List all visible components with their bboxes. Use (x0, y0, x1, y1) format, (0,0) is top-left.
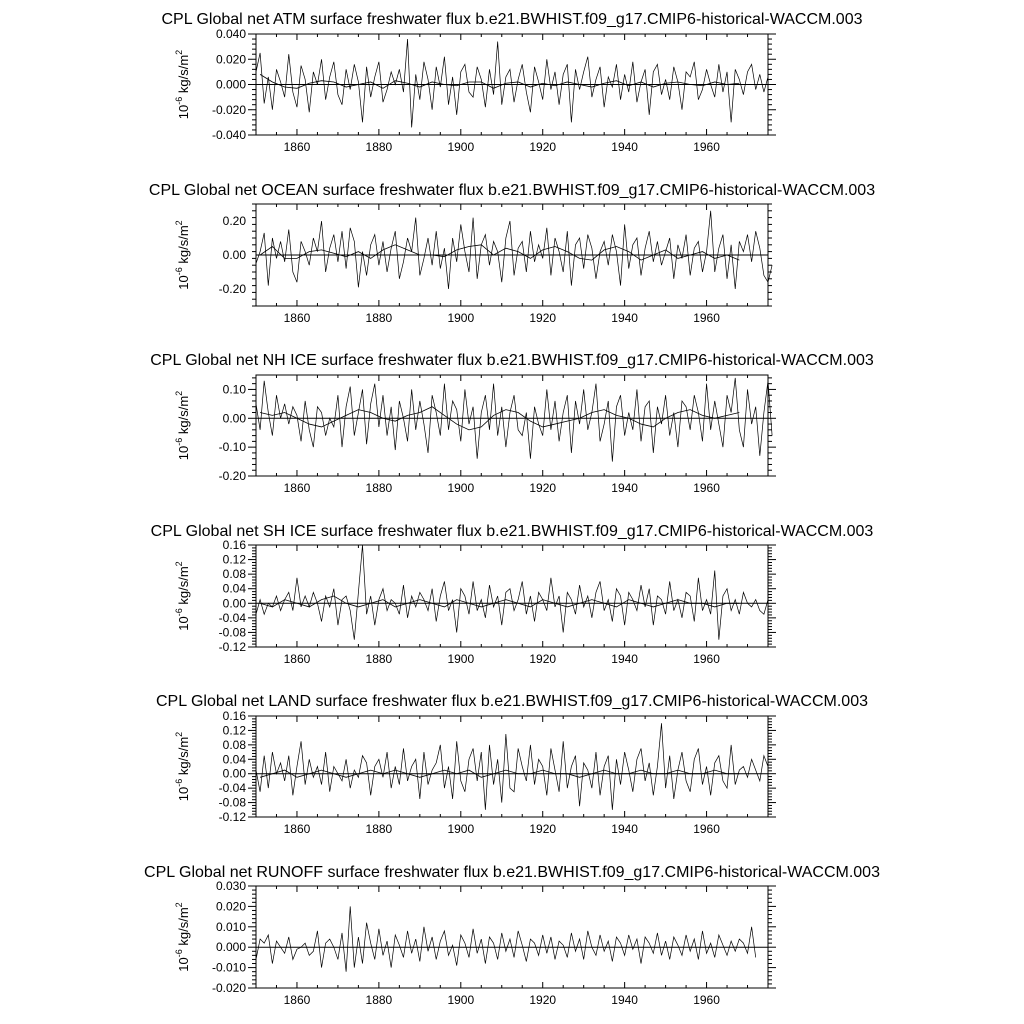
x-tick-label: 1940 (611, 481, 638, 495)
y-tick-label: -0.20 (218, 282, 246, 296)
panel-runoff (144, 864, 880, 1007)
y-tick-label: 0.020 (215, 899, 246, 914)
y-tick-label: 0.020 (215, 52, 246, 67)
panel-nh-ice (150, 352, 874, 495)
y-axis-label: $10^{-6}$ $kg/s/m^2$ (174, 49, 191, 120)
x-tick-label: 1880 (365, 652, 393, 666)
plot-frame (256, 886, 768, 988)
y-tick-label: -0.10 (218, 440, 246, 455)
x-tick-label: 1920 (529, 652, 557, 666)
x-tick-label: 1960 (693, 311, 720, 325)
y-axis-label: $10^{-6}$ $kg/s/m^2$ (174, 561, 191, 631)
panel-atm (161, 11, 862, 154)
y-tick-label: -0.12 (218, 640, 246, 654)
panel-title: CPL Global net RUNOFF surface freshwater flux b.e21.BWHIST.f09_g17.CMIP6-historical-WACCM.003 (144, 864, 880, 881)
y-tick-label: -0.20 (218, 469, 246, 483)
x-tick-label: 1860 (283, 822, 311, 836)
x-tick-label: 1880 (365, 822, 393, 836)
y-tick-label: 0.16 (222, 538, 246, 552)
y-tick-label: 0.20 (222, 214, 246, 228)
y-tick-label: 0.000 (215, 940, 246, 955)
series-line-annual (256, 723, 768, 810)
x-tick-label: 1900 (447, 140, 475, 154)
y-tick-label: 0.00 (222, 766, 246, 781)
x-tick-label: 1940 (611, 822, 638, 836)
x-tick-label: 1920 (529, 822, 557, 836)
x-tick-label: 1860 (283, 311, 311, 325)
y-tick-label: 0.04 (222, 581, 246, 596)
x-tick-label: 1940 (611, 140, 638, 154)
x-tick-label: 1900 (447, 993, 475, 1007)
x-tick-label: 1960 (693, 993, 720, 1007)
series-line-annual (256, 211, 772, 289)
x-tick-label: 1900 (447, 822, 475, 836)
x-tick-label: 1880 (365, 993, 393, 1007)
plot-area (174, 538, 776, 666)
y-axis-label: $10^{-6}$ $kg/s/m^2$ (174, 220, 191, 290)
y-axis-label: $10^{-6}$ $kg/s/m^2$ (174, 731, 191, 802)
x-tick-label: 1940 (611, 652, 638, 666)
x-tick-label: 1940 (611, 993, 638, 1007)
plot-area (174, 27, 776, 154)
series-line-annual (256, 545, 768, 640)
y-tick-label: 0.00 (222, 248, 246, 262)
y-axis-label: $10^{-6}$ $kg/s/m^2$ (174, 390, 191, 461)
y-tick-label: -0.12 (218, 810, 246, 824)
y-tick-label: -0.04 (218, 610, 246, 625)
series-line-annual (256, 906, 756, 971)
y-tick-label: -0.08 (218, 625, 246, 640)
x-tick-label: 1880 (365, 481, 393, 495)
x-tick-label: 1860 (283, 481, 311, 495)
panel-land (156, 693, 868, 836)
y-tick-label: 0.08 (222, 567, 246, 582)
panel-title: CPL Global net OCEAN surface freshwater flux b.e21.BWHIST.f09_g17.CMIP6-historical-WACCM.003 (148, 182, 876, 199)
y-tick-label: -0.04 (218, 781, 246, 796)
x-tick-label: 1960 (693, 652, 720, 666)
y-tick-label: 0.010 (215, 919, 246, 934)
x-tick-label: 1920 (529, 993, 557, 1007)
x-tick-label: 1860 (283, 140, 311, 154)
y-tick-label: 0.10 (222, 382, 246, 397)
plot-area (174, 709, 776, 836)
panel-ocean (149, 182, 875, 325)
y-tick-label: 0.030 (215, 879, 246, 893)
panel-title: CPL Global net ATM surface freshwater flux b.e21.BWHIST.f09_g17.CMIP6-historical-WACCM.003 (161, 11, 863, 28)
x-tick-label: 1900 (447, 652, 475, 666)
y-tick-label: -0.020 (211, 102, 246, 117)
x-tick-label: 1960 (693, 481, 720, 495)
y-tick-label: -0.08 (218, 795, 246, 810)
y-tick-label: 0.12 (222, 723, 246, 738)
y-tick-label: -0.010 (211, 960, 246, 975)
panel-title: CPL Global net LAND surface freshwater flux b.e21.BWHIST.f09_g17.CMIP6-historical-WACCM.003 (156, 693, 868, 710)
x-tick-label: 1880 (365, 140, 393, 154)
x-tick-label: 1920 (529, 481, 557, 495)
y-tick-label: 0.040 (215, 27, 246, 41)
y-tick-label: -0.020 (211, 981, 246, 995)
y-tick-label: 0.000 (215, 77, 246, 92)
x-tick-label: 1920 (529, 140, 557, 154)
x-tick-label: 1960 (693, 140, 720, 154)
y-tick-label: 0.04 (222, 752, 246, 767)
x-tick-label: 1920 (529, 311, 557, 325)
y-tick-label: -0.040 (211, 128, 246, 142)
y-tick-label: 0.00 (222, 411, 246, 426)
series-line-smoothed (260, 245, 739, 260)
y-tick-label: 0.12 (222, 552, 246, 567)
plot-area (174, 879, 776, 1007)
x-tick-label: 1860 (283, 993, 311, 1007)
y-axis-label: $10^{-6}$ $kg/s/m^2$ (174, 902, 191, 972)
y-tick-label: 0.16 (222, 709, 246, 723)
x-tick-label: 1940 (611, 311, 638, 325)
panel-title: CPL Global net NH ICE surface freshwater flux b.e21.BWHIST.f09_g17.CMIP6-historical-WACCM.003 (150, 352, 874, 369)
x-tick-label: 1900 (447, 481, 475, 495)
y-tick-label: 0.00 (222, 596, 246, 611)
plot-frame (256, 716, 768, 817)
x-tick-label: 1880 (365, 311, 393, 325)
series-line-annual (256, 39, 768, 127)
x-tick-label: 1860 (283, 652, 311, 666)
panel-title: CPL Global net SH ICE surface freshwater flux b.e21.BWHIST.f09_g17.CMIP6-historical-WACCM.003 (150, 523, 874, 540)
y-tick-label: 0.08 (222, 737, 246, 752)
plot-area (174, 375, 776, 495)
x-tick-label: 1960 (693, 822, 720, 836)
panel-sh-ice (151, 523, 874, 666)
x-tick-label: 1900 (447, 311, 475, 325)
plot-area (174, 204, 772, 325)
series-line-annual (256, 378, 772, 462)
